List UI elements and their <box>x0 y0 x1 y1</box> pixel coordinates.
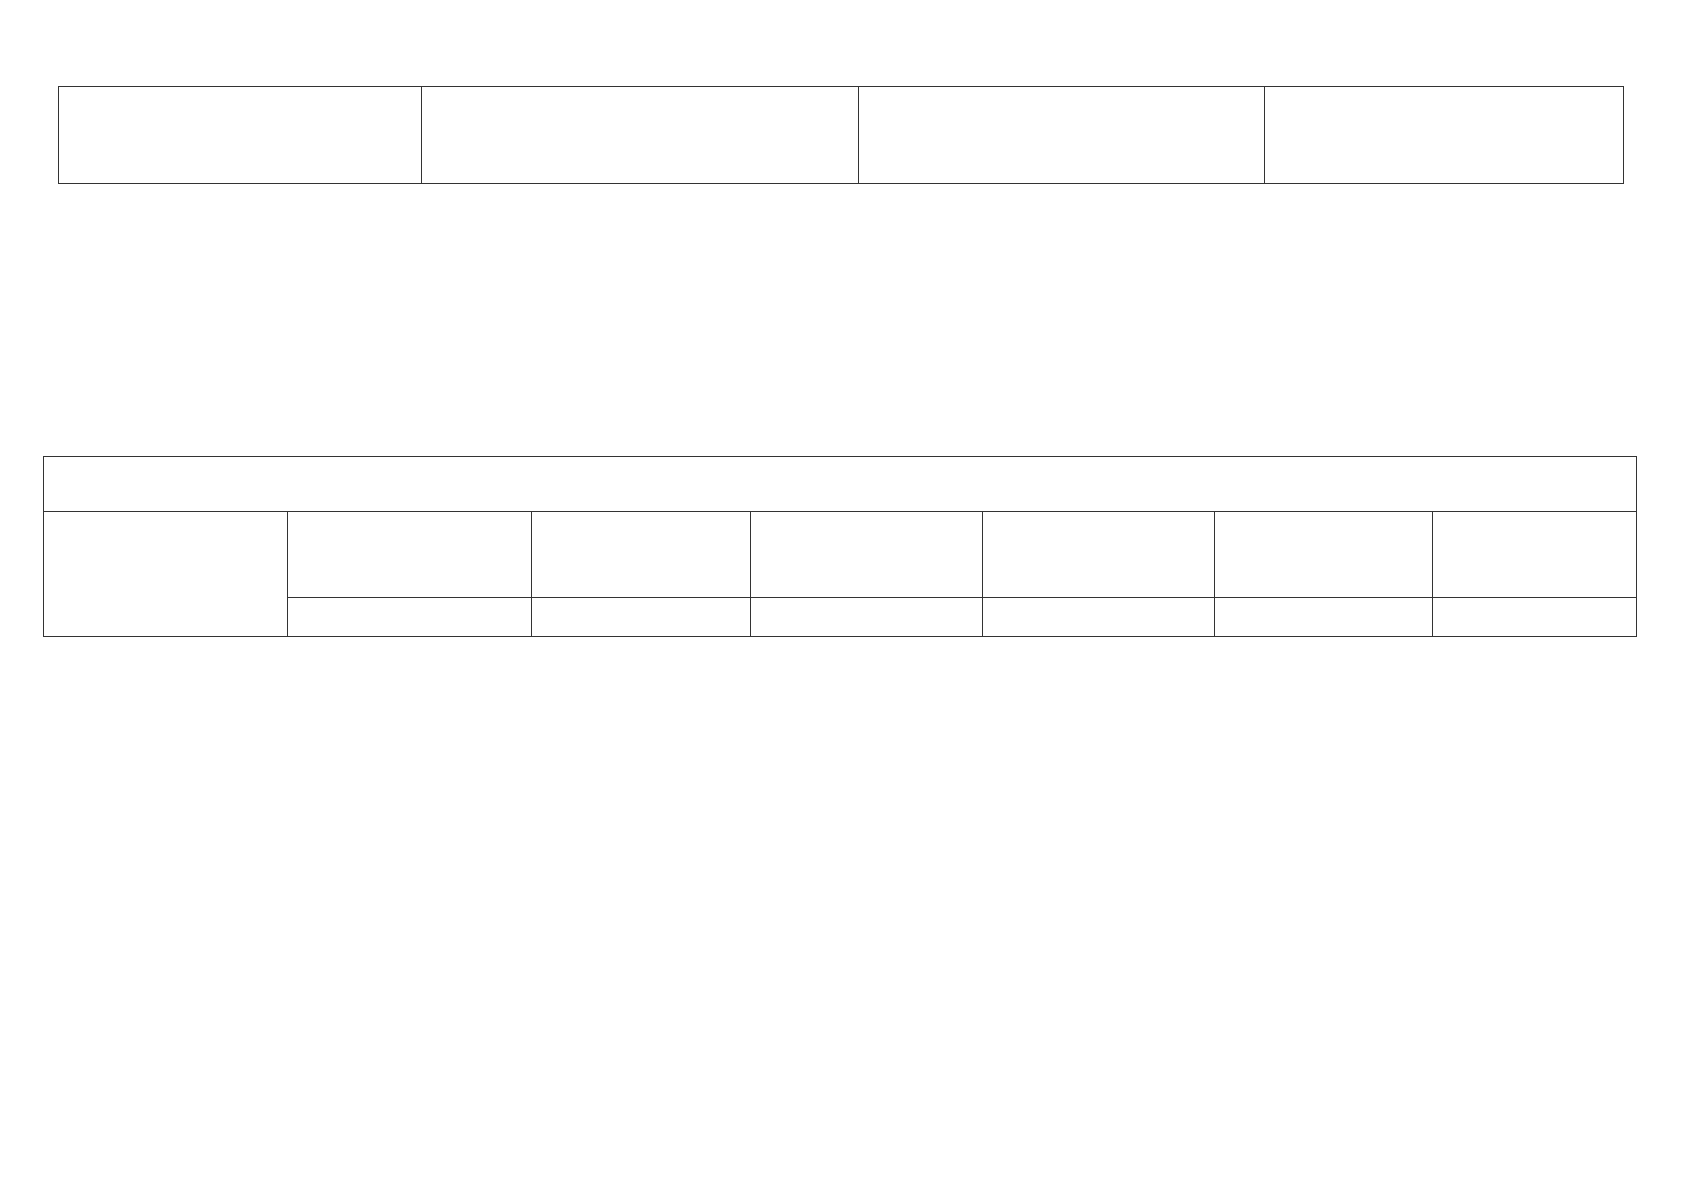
unit-c5 <box>1215 598 1433 637</box>
header-c2 <box>532 512 751 598</box>
header-c5 <box>1215 512 1433 598</box>
header-c3 <box>751 512 983 598</box>
unit-c2 <box>532 598 751 637</box>
header-name <box>44 512 288 637</box>
total-label <box>59 87 422 184</box>
total-row <box>59 87 1624 184</box>
header-c6 <box>1433 512 1637 598</box>
stage-3-subsidies-table <box>43 456 1637 637</box>
unit-c3 <box>751 598 983 637</box>
total-value-1 <box>422 87 859 184</box>
header-c4 <box>983 512 1215 598</box>
unit-c6 <box>1433 598 1637 637</box>
header-c1 <box>288 512 532 598</box>
unit-c1 <box>288 598 532 637</box>
total-value-3 <box>1265 87 1624 184</box>
unit-c4 <box>983 598 1215 637</box>
total-value-2 <box>859 87 1265 184</box>
totals-table-continued <box>58 86 1624 184</box>
table-title <box>44 457 1637 512</box>
